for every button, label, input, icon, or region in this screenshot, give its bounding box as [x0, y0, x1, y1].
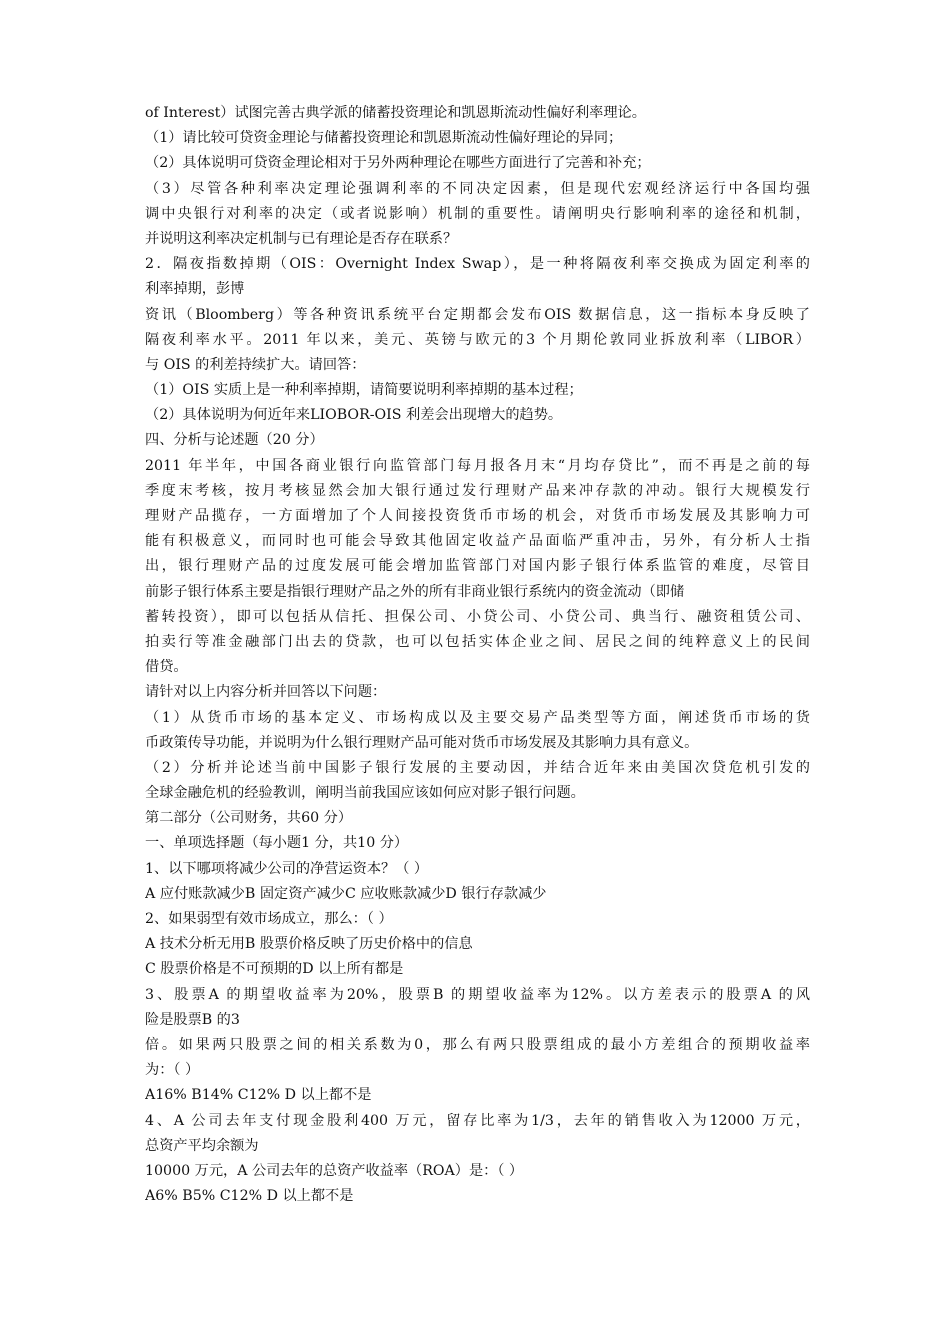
- question-line: 倍。如果两只股票之间的相关系数为0，那么有两只股票组成的最小方差组合的预期收益率: [145, 1036, 810, 1053]
- text-line: 前影子银行体系主要是指银行理财产品之外的所有非商业银行系统内的资金流动（即储: [145, 583, 685, 600]
- text-line: 季度末考核，按月考核显然会加大银行通过发行理财产品来冲存款的冲动。银行大规模发行: [145, 482, 810, 499]
- text-line: of Interest）试图完善古典学派的储蓄投资理论和凯恩斯流动性偏好利率理论。: [145, 105, 646, 121]
- text-line: （2）具体说明为何近年来LIOBOR-OIS 利差会出现增大的趋势。: [145, 407, 563, 424]
- text-line: 拍卖行等准金融部门出去的贷款，也可以包括实体企业之间、居民之间的纯粹意义上的民间: [145, 633, 810, 650]
- options-line: A 技术分析无用B 股票价格反映了历史价格中的信息: [145, 936, 473, 953]
- question-line: 1、以下哪项将减少公司的净营运资本？（ ）: [145, 860, 429, 877]
- text-line: 2011 年半年，中国各商业银行向监管部门每月报各月末“月均存贷比”，而不再是之前的每: [145, 457, 810, 474]
- text-line: 币政策传导功能，并说明为什么银行理财产品可能对货币市场发展及其影响力具有意义。: [145, 734, 699, 751]
- question-heading: 2．隔夜指数掉期（OIS：Overnight Index Swap），是一种将隔夜利率交换成为固定利率的: [145, 256, 810, 273]
- text-line: （1）OIS 实质上是一种利率掉期，请简要说明利率掉期的基本过程；: [145, 382, 583, 399]
- section-heading: 四、分析与论述题（20 分）: [145, 432, 324, 449]
- options-line: A16% B14% C12% D 以上都不是: [145, 1087, 372, 1104]
- text-line: 与 OIS 的利差持续扩大。请回答：: [145, 356, 366, 373]
- options-line: A 应付账款减少B 固定资产减少C 应收账款减少D 银行存款减少: [145, 885, 547, 902]
- text-line: 并说明这利率决定机制与已有理论是否存在联系？: [145, 230, 458, 247]
- text-line: 利率掉期，彭博: [145, 281, 245, 298]
- question-line: 10000 万元，A 公司去年的总资产收益率（ROA）是：（ ）: [145, 1162, 524, 1179]
- text-line: 理财产品揽存，一方面增加了个人间接投资货币市场的机会，对货币市场发展及其影响力可: [145, 508, 810, 524]
- text-line: （2）分析并论述当前中国影子银行发展的主要动因，并结合近年来由美国次贷危机引发的: [145, 759, 810, 776]
- text-line: 隔夜利率水平。2011 年以来，美元、英镑与欧元的3 个月期伦敦同业拆放利率（LIBOR）: [145, 331, 810, 348]
- question-line: 险是股票B 的3: [145, 1011, 240, 1028]
- section-heading: 第二部分（公司财务，共60 分）: [145, 810, 353, 827]
- section-heading: 一、单项选择题（每小题1 分，共10 分）: [145, 835, 409, 852]
- text-line: 能有积极意义，而同时也可能会导致其他固定收益产品面临严重冲击，另外，有分析人士指: [145, 533, 810, 550]
- text-line: （1）请比较可贷资金理论与储蓄投资理论和凯恩斯流动性偏好理论的异同；: [145, 130, 623, 147]
- question-line: 4、A 公司去年支付现金股利400 万元，留存比率为1/3，去年的销售收入为12000 万元，: [145, 1112, 810, 1129]
- options-line: C 股票价格是不可预期的D 以上所有都是: [145, 961, 404, 978]
- question-line: 3、股票A 的期望收益率为20%，股票B 的期望收益率为12%。以方差表示的股票A 的风: [145, 986, 810, 1003]
- text-line: （1）从货币市场的基本定义、市场构成以及主要交易产品类型等方面，阐述货币市场的货: [145, 709, 810, 726]
- text-line: （2）具体说明可贷资金理论相对于另外两种理论在哪些方面进行了完善和补充；: [145, 155, 651, 172]
- text-line: （3）尽管各种利率决定理论强调利率的不同决定因素，但是现代宏观经济运行中各国均强: [145, 180, 810, 197]
- text-line: 调中央银行对利率的决定（或者说影响）机制的重要性。请阐明央行影响利率的途径和机制，: [145, 205, 810, 222]
- text-line: 全球金融危机的经验教训，阐明当前我国应该如何应对影子银行问题。: [145, 785, 585, 802]
- document-body: [145, 101, 810, 1209]
- text-line: 资讯（Bloomberg）等各种资讯系统平台定期都会发布OIS 数据信息，这一指标本身反映了: [145, 306, 810, 323]
- text-line: 请针对以上内容分析并回答以下问题：: [145, 684, 387, 701]
- options-line: A6% B5% C12% D 以上都不是: [145, 1188, 354, 1205]
- question-line: 总资产平均余额为: [145, 1137, 259, 1154]
- text-line: 蓄转投资），即可以包括从信托、担保公司、小贷公司、小贷公司、典当行、融资租赁公司、: [145, 608, 810, 625]
- question-line: 为：（ ）: [145, 1062, 200, 1079]
- question-line: 2、如果弱型有效市场成立，那么：（ ）: [145, 911, 393, 927]
- text-line: 出，银行理财产品的过度发展可能会增加监管部门对国内影子银行体系监管的难度，尽管目: [145, 558, 810, 575]
- text-line: 借贷。: [145, 659, 188, 676]
